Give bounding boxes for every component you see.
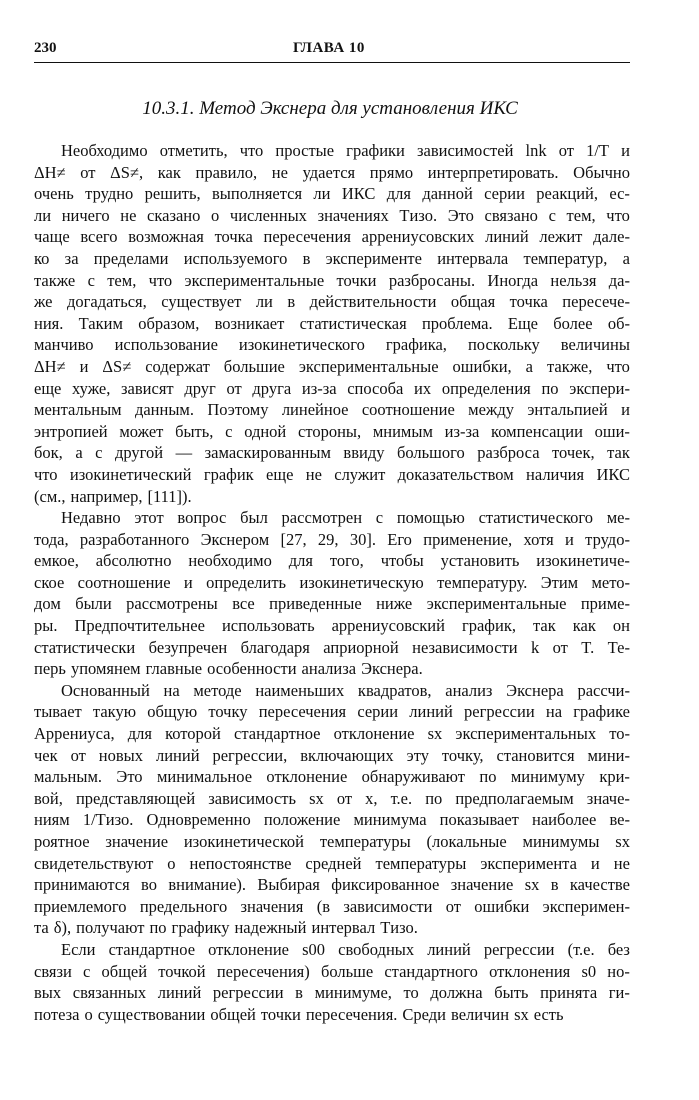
text-line: Если стандартное отклонение s00 свободных линий регрессии (т.е. без [61,939,630,959]
text-line: свидетельствуют о непостоянстве средней температуры эксперимента и не [34,853,630,873]
text-line: еще хуже, зависят друг от друга из-за способа их определения по экспери- [34,378,630,398]
text-line: ΔH≠ от ΔS≠, как правило, не удается прямо интерпретировать. Обычно [34,162,630,182]
paragraph [34,680,630,939]
running-header [34,36,630,63]
text-line: ния. Таким образом, возникает статистическая проблема. Еще более об- [34,313,630,333]
text-line: тода, разработанного Экснером [27, 29, 30]. Его применение, хотя и трудо- [34,529,630,549]
text-line: вой, представляющей зависимость sx от x, т.е. по предполагаемым значе- [34,788,630,808]
paragraph [34,939,630,1025]
text-line: что изокинетический график еще не служит доказательством наличия ИКС [34,464,630,484]
text-line: ры. Предпочтительнее использовать аррениусовский график, так как он [34,616,630,636]
text-line: перь упомянем главные особенности анализа Экснера. [34,659,423,679]
text-line: мальным. Это минимальное отклонение обнаруживают по минимуму кри- [34,767,630,787]
text-line: (см., например, [111]). [34,486,192,506]
text-line: энтропией может быть, с одной стороны, мнимым из-за компенсации оши- [34,421,630,441]
text-line: Необходимо отметить, что простые графики зависимостей lnk от 1/T и [61,141,630,160]
text-line: дом были рассмотрены все приведенные ниже экспериментальные приме- [34,594,630,614]
text-line: очень трудно решить, выполняется ли ИКС для данной серии реакций, ес- [34,184,630,204]
body-text [34,140,630,1025]
text-line: чек от новых линий регрессии, включающих эту точку, становится мини- [34,745,630,765]
text-line: Аррениуса, для которой стандартное отклонение sx экспериментальных то- [34,724,630,744]
paragraph [34,507,630,680]
text-line: также с тем, что экспериментальные точки разбросаны. Иногда нельзя да- [34,270,630,290]
text-line: ниям 1/Tизо. Одновременно положение минимума показывает наиболее ве- [34,810,630,830]
text-line: вых связанных линий регрессии в минимуме, то должна быть принята ги- [34,983,630,1003]
paragraph [34,140,630,507]
section-title: 10.3.1. Метод Экснера для установления ИКС [142,98,518,119]
page-number: 230 [34,40,57,56]
text-line: ское соотношение и определить изокинетическую температуру. Этим мето- [34,572,630,592]
text-line: роятное значение изокинетической температуры (локальные минимумы sx [34,832,630,851]
chapter-title: ГЛАВА 10 [293,40,365,56]
text-line: Основанный на методе наименьших квадратов, анализ Экснера рассчи- [61,680,630,700]
text-line: приемлемого предельного значения (в зависимости от ошибки эксперимен- [34,896,630,916]
text-line: связи с общей точкой пересечения) больше стандартного отклонения s0 но- [34,961,630,981]
text-line: тывает такую общую точку пересечения серии линий регрессии на графике [34,702,630,722]
text-line: принимаются во внимание). Выбирая фиксированное значение sx в качестве [34,875,630,895]
text-line: ментальным данным. Поэтому линейное соотношение между энтальпией и [34,400,630,420]
text-line: бок, а с другой — замаскированным ввиду большого разброса точек, так [34,443,630,463]
text-line: ΔH≠ и ΔS≠ содержат большие экспериментальные ошибки, а также, что [34,356,630,376]
text-line: чаще всего возможная точка пересечения аррениусовских линий лежит дале- [34,227,630,247]
text-line: же догадаться, существует ли в действительности общая точка пересече- [34,292,630,312]
text-line: манчиво использование изокинетического графика, поскольку величины [34,335,630,355]
text-line: емкое, абсолютно необходимо для того, чтобы установить изокинетиче- [34,551,630,571]
text-line: ли ничего не сказано о численных значениях Tизо. Это связано с тем, что [34,205,630,225]
text-line: ко за пределами используемого в эксперименте интервала температур, а [34,248,630,268]
text-line: Недавно этот вопрос был рассмотрен с помощью статистического ме- [61,508,630,528]
text-line: статистически безупречен благодаря априорной независимости k от T. Те- [34,637,630,657]
text-line: та δ), получают по графику надежный интервал Tизо. [34,918,418,938]
text-line: потеза о существовании общей точки пересечения. Среди величин sx есть [34,1004,564,1024]
